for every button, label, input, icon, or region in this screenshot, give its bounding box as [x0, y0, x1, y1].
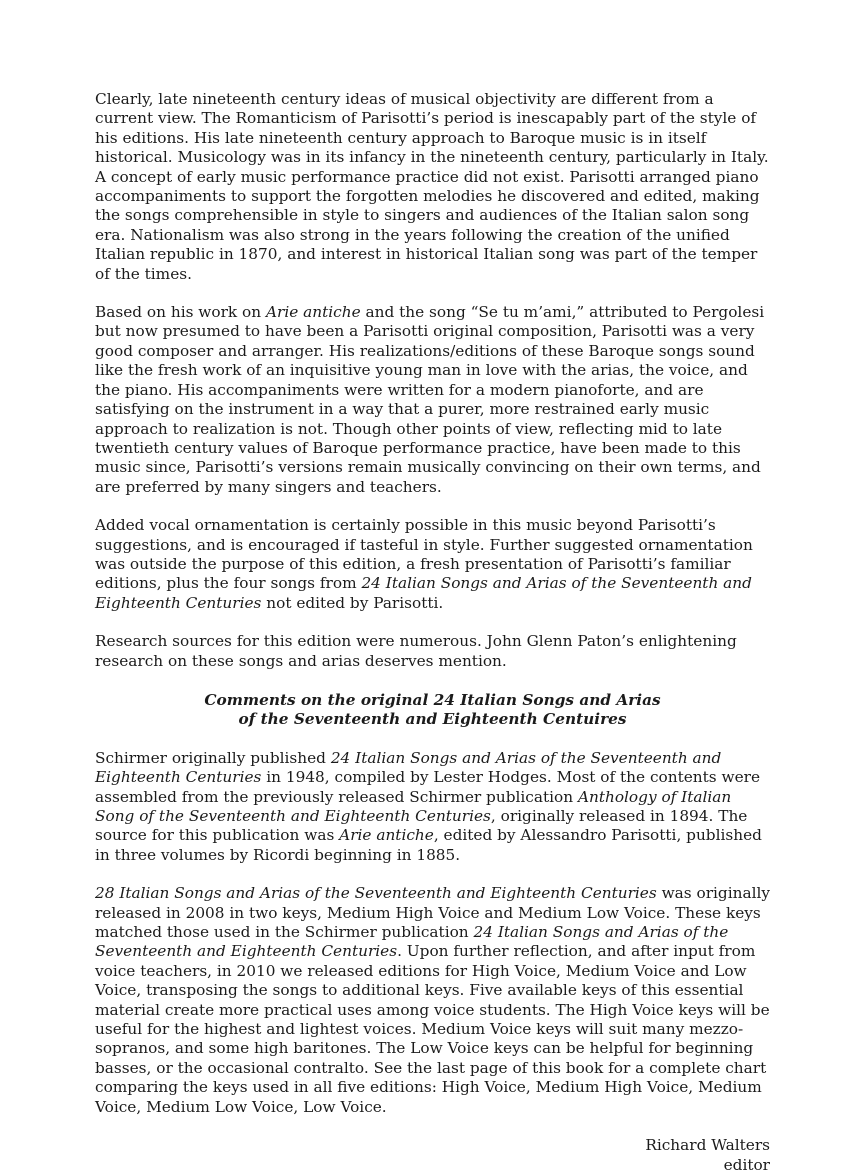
paragraph-5: Schirmer originally published 24 Italian Songs and Arias of the Seventeenth and Eighteenth Centuries in 1948, compiled by Lester Hodges. Most of the contents were assembled from the previously released Schirmer publication Anthology of Italian Song of the Seventeenth and Eighteenth Centuries, originally released in 1894. The source for this publication was Arie antiche, edited by Alessandro Parisotti, published in three volumes by Ricordi beginning in 1885. [95, 748, 762, 864]
signature-block [95, 1136, 770, 1175]
section-heading [95, 691, 770, 730]
signature-role: editor [723, 1155, 770, 1174]
paragraph-4: Research sources for this edition were numerous. John Glenn Paton’s enlightening research on these songs and arias deserves mention. [95, 632, 737, 670]
section-heading-line-1: Comments on the original 24 Italian Songs and Arias [204, 690, 661, 709]
paragraph-1: Clearly, late nineteenth century ideas of musical objectivity are different from a current view. The Romanticism of Parisotti’s period is inescapably part of the style of his editions. His late nineteenth century approach to Baroque music is in itself historical. Musicology was in its infancy in the nineteenth century, particularly in Italy. A concept of early music performance practice did not exist. Parisotti arranged piano accompaniments to support the forgotten melodies he discovered and edited, making the songs comprehensible in style to singers and audiences of the Italian salon song era. Nationalism was also strong in the years following the creation of the unified Italian republic in 1870, and interest in historical Italian song was part of the temper of the times. [95, 90, 769, 283]
section-heading-line-2: of the Seventeenth and Eighteenth Centuires [238, 710, 627, 729]
paragraph-6: 28 Italian Songs and Arias of the Seventeenth and Eighteenth Centuries was originally released in 2008 in two keys, Medium High Voice and Medium Low Voice. These keys matched those used in the Schirmer publication 24 Italian Songs and Arias of the Seventeenth and Eighteenth Centuries. Upon further reflection, and after input from voice teachers, in 2010 we released editions for High Voice, Medium Voice and Low Voice, transposing the songs to additional keys. Five available keys of this essential material create more practical uses among voice students. The High Voice keys will be useful for the highest and lightest voices. Medium Voice keys will suit many mezzo-sopranos, and some high baritones. The Low Voice keys can be helpful for beginning basses, or the occasional contralto. See the last page of this book for a complete chart comparing the keys used in all five editions: High Voice, Medium High Voice, Medium Voice, Medium Low Voice, Low Voice. [95, 884, 771, 1116]
signature-name: Richard Walters [645, 1136, 770, 1155]
paragraph-3: Added vocal ornamentation is certainly possible in this music beyond Parisotti’s suggestions, and is encouraged if tasteful in style. Further suggested ornamentation was outside the purpose of this edition, a fresh presentation of Parisotti’s familiar editions, plus the four songs from 24 Italian Songs and Arias of the Seventeenth and Eighteenth Centuries not edited by Parisotti. [95, 516, 753, 612]
paragraph-2: Based on his work on Arie antiche and the song “Se tu m’ami,” attributed to Pergolesi but now presumed to have been a Parisotti original composition, Parisotti was a very good composer and arranger. His realizations/editions of these Baroque songs sound like the fresh work of an inquisitive young man in love with the arias, the voice, and the piano. His accompaniments were written for a modern pianoforte, and are satisfying on the instrument in a way that a purer, more restrained early music approach to realization is not. Though other points of view, reflecting mid to late twentieth century values of Baroque performance practice, have been made to this music since, Parisotti’s versions remain musically convincing on their own terms, and are preferred by many singers and teachers. [95, 303, 765, 496]
